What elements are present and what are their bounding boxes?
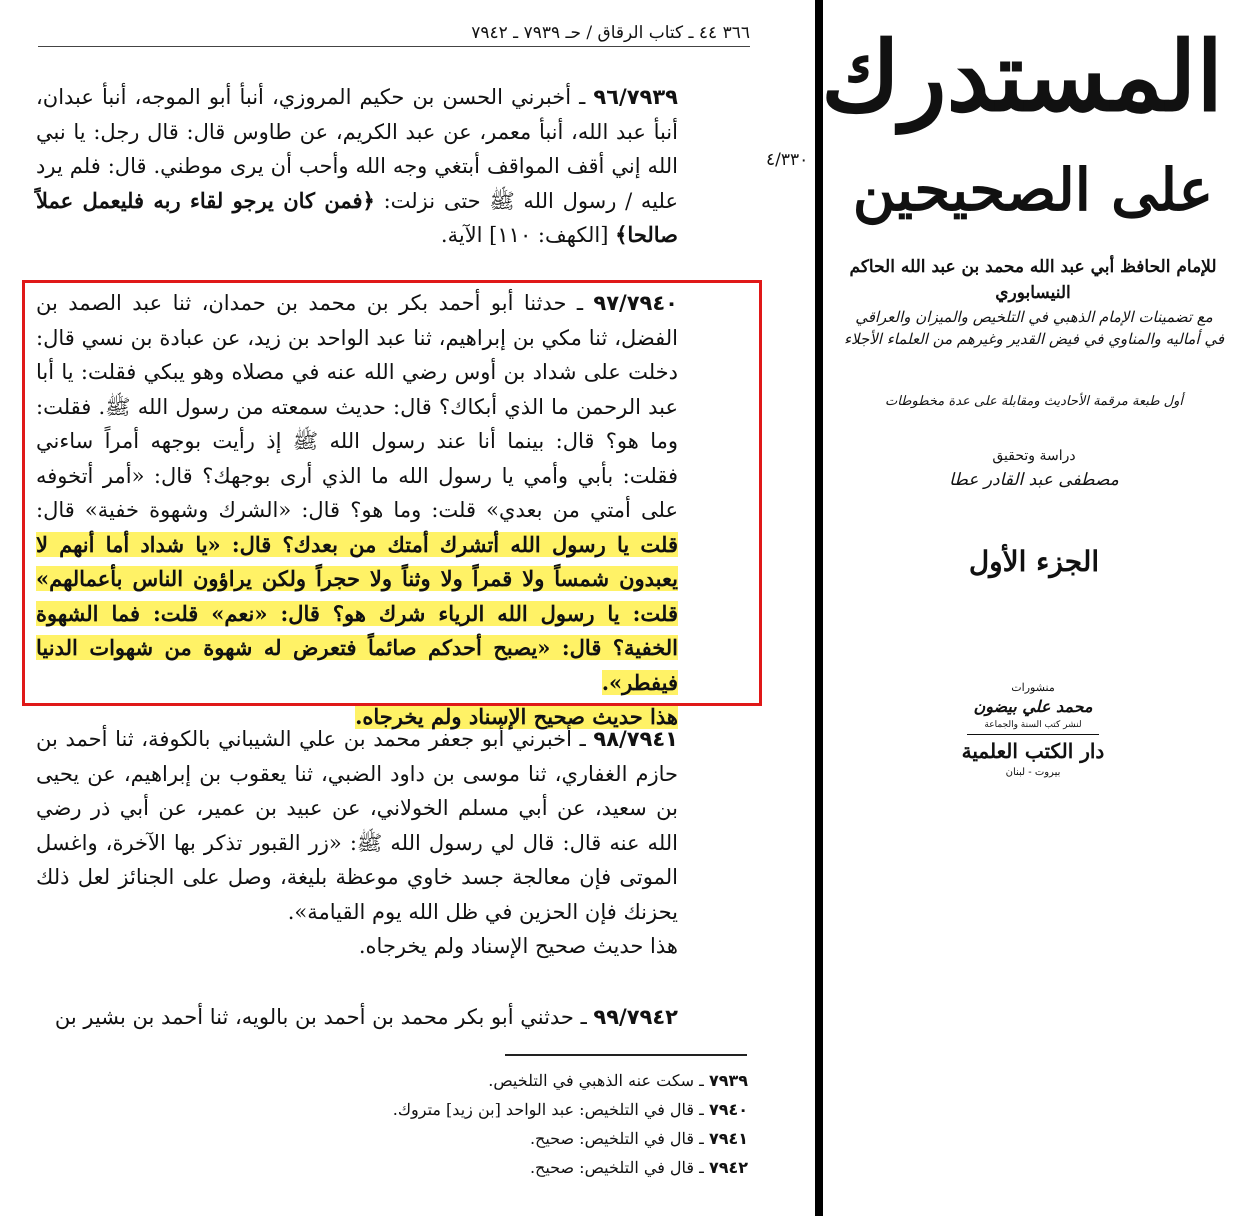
editions-line: مع تضمينات الإمام الذهبي في التلخيص والميزان والعراقي: [855, 308, 1213, 326]
publisher-pre: منشورات: [1011, 681, 1055, 694]
hadith-text: ـ أخبرني أبو جعفر محمد بن علي الشيباني بالكوفة، ثنا أحمد بن حازم الغفاري، ثنا موسى بن داود الضبي، ثنا يعقوب بن إبراهيم، عن يحيى بن سعيد، عن أبي مسلم الخولاني، عن عبيد بن عمير، عن أبي ذر رضي الله عنه قال: قال لي رسول الله ﷺ: «زر القبور تذكر بها الآخرة، واغسل الموتى فإن معالجة جسد خاوي موعظة بليغة، وصل على الجنائز لعل ذلك يحزنك فإن الحزين في ظل الله يوم القيامة».: [36, 727, 678, 924]
publisher-house: دار الكتب العلمية: [961, 739, 1105, 763]
hadith-verdict: هذا حديث صحيح الإسناد ولم يخرجاه.: [358, 934, 678, 958]
footnote-number: ٧٩٤١: [708, 1129, 748, 1148]
footnote-number: ٧٩٤٠: [708, 1100, 748, 1119]
hadith-number: ٩٦/٧٩٣٩: [593, 85, 678, 109]
hadith-96: [36, 80, 750, 253]
cover-subtitle: على الصحيحين: [852, 156, 1214, 224]
cover-author: للإمام الحافظ أبي عبد الله محمد بن عبد الله الحاكم النيسابوري: [849, 257, 1217, 303]
footnote: [300, 1153, 748, 1182]
cover-title: المستدرك: [821, 20, 1223, 133]
cover-study-label: دراسة وتحقيق: [992, 448, 1076, 464]
footnote-text: ـ سكت عنه الذهبي في التلخيص.: [488, 1071, 709, 1090]
editions-line: في أماليه والمناوي في فيض القدير وغيرهم من العلماء الأجلاء: [843, 330, 1225, 348]
page-header: ٣٦٦ ٤٤ ـ كتاب الرقاق / حـ ٧٩٣٩ ـ ٧٩٤٢: [471, 23, 750, 43]
hadith-text: ـ أخبرني الحسن بن حكيم المروزي، أنبأ أبو الموجه، أنبأ عبدان، أنبأ عبد الله، أنبأ معمر، عن عبد الكريم، عن طاوس قال: قال رجل: يا نبي الله إني أقف المواقف أبتغي وجه الله وأحب أن يرى موطني. قال: فلم يرد عليه / رسول الله ﷺ حتى نزلت:: [36, 85, 679, 213]
footnote-text: ـ قال في التلخيص: عبد الواحد [بن زيد] متروك.: [392, 1100, 709, 1119]
footnote: [300, 1095, 748, 1124]
cover-volume: الجزء الأول: [968, 545, 1100, 578]
publisher-sub: لنشر كتب السنة والجماعة: [984, 720, 1082, 730]
quran-verse: ﴿فمن كان يرجو لقاء ربه فليعمل عملاً صالحا﴾: [36, 187, 678, 247]
publisher-logo: [953, 680, 1113, 781]
page-divider: [815, 0, 823, 1216]
publisher-rule: [967, 734, 1099, 735]
cover-editions: [843, 306, 1225, 350]
footnote-number: ٧٩٤٢: [708, 1158, 748, 1177]
hadith-98: [36, 722, 750, 964]
cover-editor: مصطفى عبد القادر عطا: [949, 470, 1119, 490]
cover-first-print: أول طبعة مرقمة الأحاديث ومقابلة على عدة مخطوطات: [884, 394, 1184, 409]
highlighted-text: قلت يا رسول الله أتشرك أمتك من بعدك؟ قال: «يا شداد أما أنهم لا يعبدون شمساً ولا قمراً ولا وثناً ولا حجراً ولكن يراؤون الناس بأعمالهم» قلت: يا رسول الله الرياء شرك هو؟ قال: «نعم» قلت: فما الشهوة الخفية؟ قال: «يصبح أحدكم صائماً فتعرض له شهوة من شهوات الدنيا فيفطر».: [36, 531, 678, 695]
footnote-rule: [505, 1054, 747, 1056]
header-rule: [38, 46, 750, 47]
publisher-name: محمد علي بيضون: [973, 697, 1093, 716]
hadith-text: ـ حدثني أبو بكر محمد بن أحمد بن بالويه، ثنا أحمد بن بشير بن: [54, 1005, 594, 1029]
footnote-text: ـ قال في التلخيص: صحيح.: [529, 1129, 709, 1148]
footnotes: [300, 1066, 748, 1182]
footnote: [300, 1066, 748, 1095]
hadith-text: ـ حدثنا أبو أحمد بكر بن محمد بن حمدان، ثنا عبد الصمد بن الفضل، ثنا مكي بن إبراهيم، ثنا عبد الواحد بن زيد، عن عبادة بن نسي قال: دخلت على شداد بن أوس رضي الله عنه في مصلاه وهو يبكي فقلت: يا أبا عبد الرحمن ما الذي أبكاك؟ قال: حديث سمعته من رسول الله ﷺ. فقلت: وما هو؟ قال: بينما أنا عند رسول الله ﷺ إذ رأيت بوجهه أمراً ساءني فقلت: بأبي وأمي يا رسول الله ما الذي أرى بوجهك؟ قال: «أمر أتخوفه على أمتي من بعدي» قلت: وما هو؟ قال: «الشرك وشهوة خفية» قال:: [36, 291, 678, 522]
hadith-number: ٩٩/٧٩٤٢: [593, 1005, 678, 1029]
hadith-99: [36, 1000, 750, 1035]
margin-volume-ref: ٤/٣٣٠: [766, 150, 809, 170]
highlight-box: [22, 280, 762, 706]
book-cover: [823, 0, 1240, 1216]
hadith-number: ٩٨/٧٩٤١: [593, 727, 678, 751]
footnote-number: ٧٩٣٩: [708, 1071, 748, 1090]
publisher-city: بيروت - لبنان: [1005, 767, 1061, 778]
hadith-verdict: هذا حديث صحيح الإسناد ولم يخرجاه.: [355, 704, 678, 729]
verse-ref: [الكهف: ١١٠] الآية.: [440, 223, 616, 247]
hadith-number: ٩٧/٧٩٤٠: [593, 291, 678, 315]
footnote-text: ـ قال في التلخيص: صحيح.: [529, 1158, 709, 1177]
footnote: [300, 1124, 748, 1153]
